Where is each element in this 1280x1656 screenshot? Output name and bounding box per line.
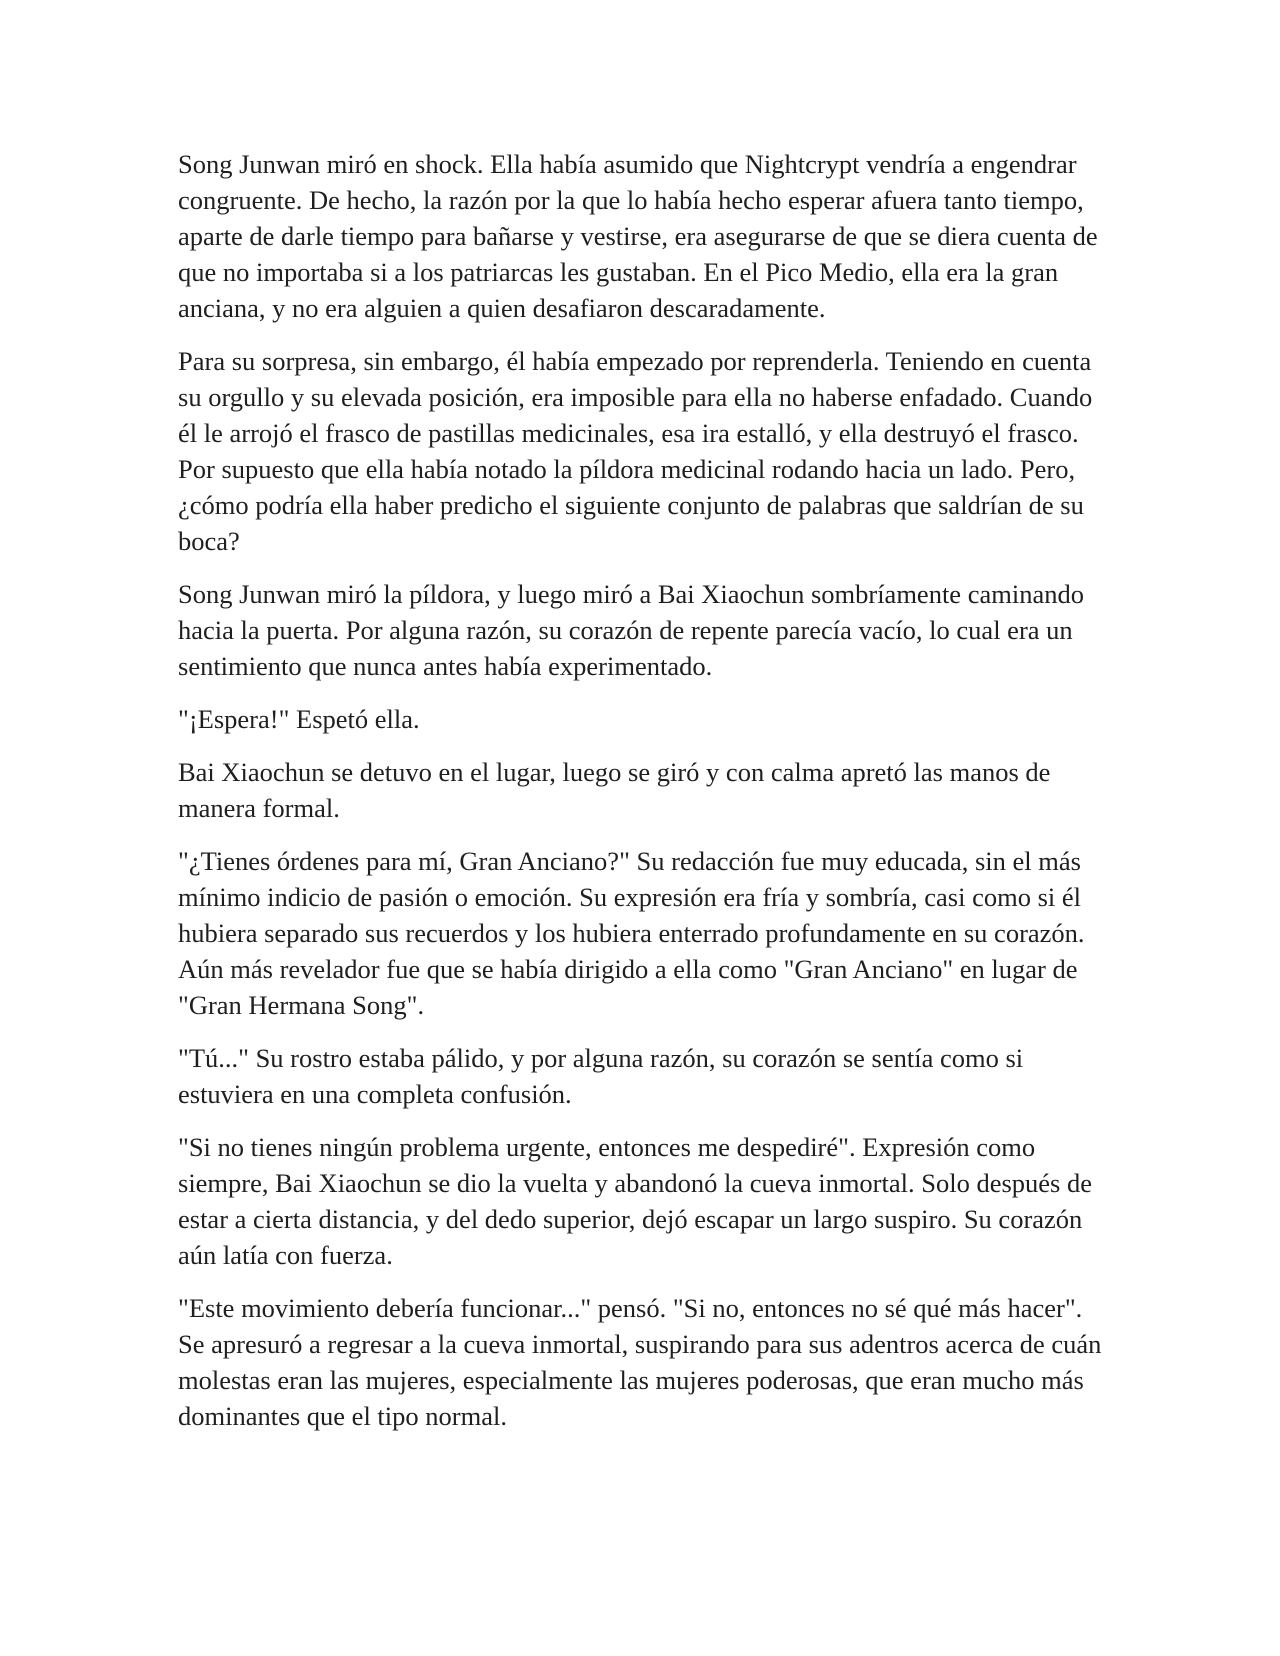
paragraph: Para su sorpresa, sin embargo, él había empezado por reprenderla. Teniendo en cuenta su orgullo y su elevada posición, era imposible para ella no haberse enfadado. Cuando él le arrojó el frasco de pastillas medicinales, esa ira estalló, y ella destruyó el frasco. Por supuesto que ella había notado la píldora medicinal rodando hacia un lado. Pero, ¿cómo podría ella haber predicho el siguiente conjunto de palabras que saldrían de su boca?	[178, 346, 1093, 556]
paragraph: Song Junwan miró la píldora, y luego miró a Bai Xiaochun sombríamente caminando hacia la puerta. Por alguna razón, su corazón de repente parecía vacío, lo cual era un sentimiento que nunca antes había experimentado.	[178, 579, 1084, 681]
paragraph: "Si no tienes ningún problema urgente, entonces me despediré". Expresión como siempre, Bai Xiaochun se dio la vuelta y abandonó la cueva inmortal. Solo después de estar a cierta distancia, y del dedo superior, dejó escapar un largo suspiro. Su corazón aún latía con fuerza.	[178, 1132, 1093, 1270]
paragraph: "Tú..." Su rostro estaba pálido, y por alguna razón, su corazón se sentía como si estuviera en una completa confusión.	[178, 1043, 1024, 1109]
document-body	[178, 146, 1113, 1451]
paragraph: Song Junwan miró en shock. Ella había asumido que Nightcrypt vendría a engendrar congruente. De hecho, la razón por la que lo había hecho esperar afuera tanto tiempo, aparte de darle tiempo para bañarse y vestirse, era asegurarse de que se diera cuenta de que no importaba si a los patriarcas les gustaban. En el Pico Medio, ella era la gran anciana, y no era alguien a quien desafiaron descaradamente.	[178, 149, 1098, 323]
paragraph: "¡Espera!" Espetó ella.	[178, 704, 420, 734]
paragraph: "Este movimiento debería funcionar..." pensó. "Si no, entonces no sé qué más hacer". Se apresuró a regresar a la cueva inmortal, suspirando para sus adentros acerca de cuán molestas eran las mujeres, especialmente las mujeres poderosas, que eran mucho más dominantes que el tipo normal.	[178, 1293, 1102, 1431]
paragraph: Bai Xiaochun se detuvo en el lugar, luego se giró y con calma apretó las manos de manera formal.	[178, 757, 1051, 823]
paragraph: "¿Tienes órdenes para mí, Gran Anciano?" Su redacción fue muy educada, sin el más mínimo indicio de pasión o emoción. Su expresión era fría y sombría, casi como si él hubiera separado sus recuerdos y los hubiera enterrado profundamente en su corazón. Aún más revelador fue que se había dirigido a ella como "Gran Anciano" en lugar de "Gran Hermana Song".	[178, 846, 1085, 1020]
